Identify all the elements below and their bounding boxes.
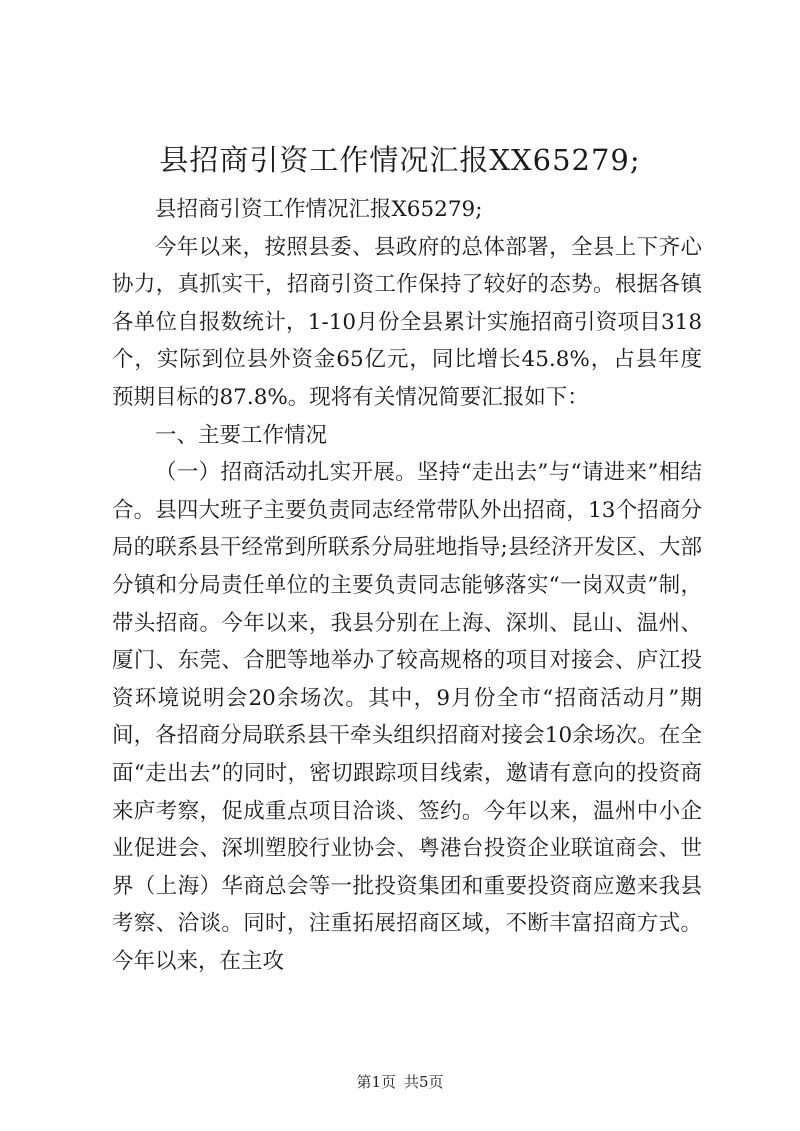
page-number: 第1页 bbox=[356, 1073, 396, 1091]
body-paragraph: 县招商引资工作情况汇报X65279; bbox=[155, 197, 483, 222]
body-paragraph: 今年以来，按照县委、县政府的总体部署，全县上下齐心协力，真抓实干，招商引资工作保持了较好的态势。根据各镇各单位自报数统计，1-10月份全县累计实施招商引资项目318个，实际到位县外资金65亿元，同比增长45.8%，占县年度预期目标的87.8%。现将有关情况简要汇报如下： bbox=[112, 234, 702, 410]
body-paragraph: （一）招商活动扎实开展。坚持“走出去”与“请进来”相结合。县四大班子主要负责同志经常带队外出招商，13个招商分局的联系县干经常到所联系分局驻地指导;县经济开发区、大部分镇和分局责任单位的主要负责同志能够落实“一岗双责”制，带头招商。今年以来，我县分别在上海、深圳、昆山、温州、厦门、东莞、合肥等地举办了较高规格的项目对接会、庐江投资环境说明会20余场次。其中，9月份全市“招商活动月”期间，各招商分局联系县干牵头组织招商对接会10余场次。在全面“走出去”的同时，密切跟踪项目线索，邀请有意向的投资商来庐考察，促成重点项目洽谈、签约。今年以来，温州中小企业促进会、深圳塑胶行业协会、粤港台投资企业联谊商会、世界（上海）华商总会等一批投资集团和重要投资商应邀来我县考察、洽谈。同时，注重拓展招商区域，不断丰富招商方式。今年以来，在主攻 bbox=[112, 460, 702, 974]
page-total: 共5页 bbox=[404, 1073, 444, 1091]
document-title: 县招商引资工作情况汇报XX65279; bbox=[159, 143, 641, 177]
document-body bbox=[112, 191, 702, 980]
page-footer bbox=[0, 1072, 800, 1092]
section-heading: 一、主要工作情况 bbox=[155, 422, 328, 448]
